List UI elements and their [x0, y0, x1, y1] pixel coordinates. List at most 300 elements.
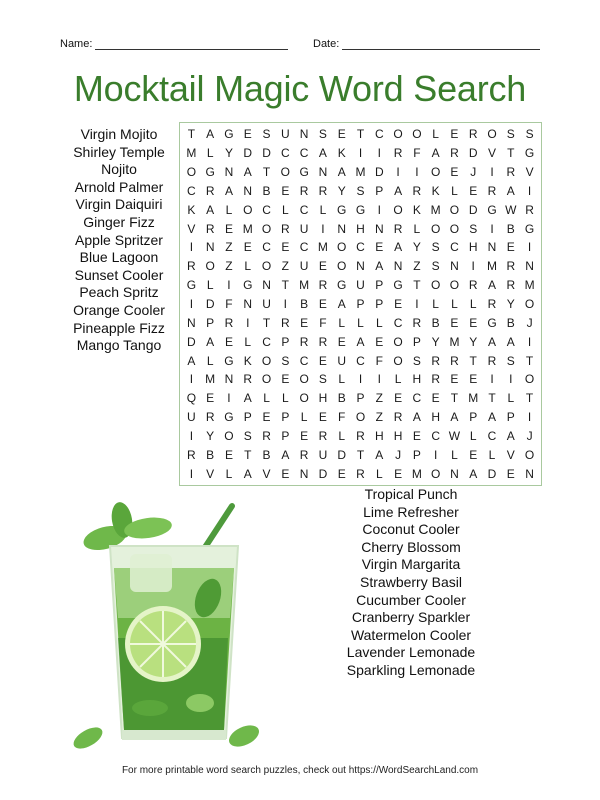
grid-cell[interactable]: B — [506, 221, 515, 236]
grid-cell[interactable]: O — [412, 127, 422, 142]
grid-cell[interactable]: R — [412, 315, 422, 330]
grid-cell[interactable]: S — [525, 127, 534, 142]
grid-cell[interactable]: M — [186, 146, 197, 161]
grid-cell[interactable]: G — [224, 127, 234, 142]
grid-cell[interactable]: R — [468, 278, 478, 293]
grid-cell[interactable]: I — [189, 240, 194, 255]
grid-cell[interactable]: T — [488, 391, 496, 406]
grid-cell[interactable]: L — [451, 296, 458, 311]
grid-cell[interactable]: R — [356, 466, 365, 481]
grid-cell[interactable]: G — [337, 202, 347, 217]
grid-cell[interactable]: M — [317, 240, 328, 255]
grid-cell[interactable]: M — [205, 372, 216, 387]
grid-cell[interactable]: L — [469, 296, 477, 311]
grid-cell[interactable]: P — [243, 410, 252, 425]
grid-cell[interactable]: A — [488, 334, 497, 349]
grid-cell[interactable]: A — [206, 334, 215, 349]
grid-cell[interactable]: B — [262, 447, 271, 462]
grid-cell[interactable]: W — [505, 202, 517, 217]
grid-cell[interactable]: I — [527, 240, 532, 255]
grid-cell[interactable]: L — [413, 221, 421, 236]
grid-cell[interactable]: N — [525, 259, 534, 274]
grid-cell[interactable]: G — [524, 146, 535, 161]
grid-cell[interactable]: P — [281, 334, 290, 349]
grid-cell[interactable]: T — [356, 447, 365, 462]
grid-cell[interactable]: T — [507, 146, 515, 161]
grid-cell[interactable]: V — [525, 165, 534, 180]
grid-cell[interactable]: M — [449, 334, 460, 349]
grid-cell[interactable]: Z — [375, 391, 383, 406]
grid-cell[interactable]: T — [262, 315, 271, 330]
grid-cell[interactable]: M — [411, 466, 422, 481]
grid-cell[interactable]: C — [356, 353, 365, 368]
grid-cell[interactable]: Y — [224, 146, 233, 161]
grid-cell[interactable]: B — [300, 296, 309, 311]
grid-cell[interactable]: R — [299, 183, 309, 198]
grid-cell[interactable]: I — [358, 372, 363, 387]
grid-cell[interactable]: G — [393, 278, 403, 293]
grid-cell[interactable]: R — [393, 146, 403, 161]
grid-cell[interactable]: R — [412, 183, 422, 198]
grid-cell[interactable]: C — [262, 202, 271, 217]
grid-cell[interactable]: L — [375, 466, 383, 481]
grid-cell[interactable]: B — [506, 315, 515, 330]
grid-cell[interactable]: G — [224, 410, 234, 425]
grid-cell[interactable]: R — [506, 278, 516, 293]
grid-cell[interactable]: P — [469, 410, 478, 425]
grid-cell[interactable]: E — [318, 410, 327, 425]
grid-cell[interactable]: N — [356, 259, 365, 274]
grid-cell[interactable]: E — [450, 165, 459, 180]
grid-cell[interactable]: O — [261, 353, 272, 368]
grid-cell[interactable]: L — [281, 391, 289, 406]
grid-cell[interactable]: U — [356, 278, 365, 293]
grid-cell[interactable]: E — [243, 240, 252, 255]
grid-cell[interactable]: H — [412, 372, 422, 387]
grid-cell[interactable]: N — [224, 372, 234, 387]
grid-cell[interactable]: S — [356, 183, 365, 198]
grid-cell[interactable]: E — [206, 391, 215, 406]
grid-cell[interactable]: E — [394, 296, 403, 311]
grid-cell[interactable]: G — [524, 221, 535, 236]
grid-cell[interactable]: R — [450, 353, 459, 368]
grid-cell[interactable]: I — [490, 372, 494, 387]
grid-cell[interactable]: I — [415, 165, 419, 180]
grid-cell[interactable]: N — [450, 259, 459, 274]
grid-cell[interactable]: O — [261, 372, 272, 387]
grid-cell[interactable]: G — [487, 202, 497, 217]
grid-cell[interactable]: E — [224, 221, 233, 236]
grid-cell[interactable]: U — [299, 221, 309, 236]
grid-cell[interactable]: M — [242, 221, 253, 236]
grid-cell[interactable]: C — [450, 240, 459, 255]
grid-cell[interactable]: N — [262, 278, 271, 293]
grid-cell[interactable]: R — [318, 428, 328, 443]
grid-cell[interactable]: R — [318, 334, 328, 349]
grid-cell[interactable]: I — [227, 278, 231, 293]
grid-cell[interactable]: L — [375, 315, 383, 330]
grid-cell[interactable]: T — [525, 391, 534, 406]
grid-cell[interactable]: R — [281, 221, 290, 236]
grid-cell[interactable]: E — [450, 372, 459, 387]
grid-cell[interactable]: T — [525, 353, 534, 368]
grid-cell[interactable]: P — [375, 183, 384, 198]
grid-cell[interactable]: S — [506, 127, 515, 142]
grid-cell[interactable]: Y — [412, 240, 421, 255]
grid-cell[interactable]: V — [206, 466, 215, 481]
grid-cell[interactable]: O — [261, 221, 272, 236]
grid-cell[interactable]: E — [450, 127, 459, 142]
grid-cell[interactable]: F — [319, 315, 327, 330]
grid-cell[interactable]: E — [318, 259, 327, 274]
grid-cell[interactable]: S — [318, 127, 327, 142]
grid-cell[interactable]: A — [450, 410, 459, 425]
grid-cell[interactable]: K — [187, 202, 196, 217]
grid-cell[interactable]: U — [281, 127, 290, 142]
grid-cell[interactable]: R — [487, 296, 497, 311]
grid-cell[interactable]: O — [449, 278, 460, 293]
grid-cell[interactable]: E — [506, 466, 515, 481]
grid-cell[interactable]: O — [299, 372, 309, 387]
grid-cell[interactable]: R — [262, 428, 271, 443]
grid-cell[interactable]: L — [206, 278, 214, 293]
grid-cell[interactable]: E — [506, 240, 515, 255]
grid-cell[interactable]: R — [525, 202, 534, 217]
grid-cell[interactable]: R — [243, 372, 253, 387]
grid-cell[interactable]: S — [262, 127, 271, 142]
grid-cell[interactable]: I — [321, 221, 325, 236]
grid-cell[interactable]: E — [431, 391, 440, 406]
grid-cell[interactable]: I — [377, 202, 381, 217]
grid-cell[interactable]: R — [506, 259, 516, 274]
grid-cell[interactable]: O — [393, 127, 403, 142]
grid-cell[interactable]: P — [375, 278, 384, 293]
grid-cell[interactable]: U — [262, 296, 271, 311]
grid-cell[interactable]: B — [337, 391, 346, 406]
grid-cell[interactable]: H — [393, 428, 403, 443]
grid-cell[interactable]: O — [430, 165, 441, 180]
grid-cell[interactable]: N — [187, 315, 196, 330]
grid-cell[interactable]: I — [283, 296, 287, 311]
grid-cell[interactable]: S — [431, 259, 440, 274]
grid-cell[interactable]: B — [206, 447, 215, 462]
grid-cell[interactable]: B — [431, 315, 440, 330]
grid-cell[interactable]: J — [526, 315, 533, 330]
grid-cell[interactable]: G — [205, 165, 215, 180]
grid-cell[interactable]: L — [338, 372, 346, 387]
grid-cell[interactable]: A — [506, 334, 515, 349]
grid-cell[interactable]: E — [281, 372, 290, 387]
grid-cell[interactable]: R — [318, 183, 328, 198]
grid-cell[interactable]: T — [262, 165, 271, 180]
grid-cell[interactable]: A — [224, 183, 233, 198]
grid-cell[interactable]: N — [243, 183, 253, 198]
grid-cell[interactable]: A — [243, 391, 252, 406]
grid-cell[interactable]: S — [469, 221, 478, 236]
grid-cell[interactable]: K — [243, 353, 252, 368]
grid-cell[interactable]: S — [506, 353, 515, 368]
grid-cell[interactable]: V — [488, 146, 497, 161]
grid-cell[interactable]: C — [299, 353, 309, 368]
grid-cell[interactable]: L — [225, 202, 233, 217]
grid-cell[interactable]: D — [187, 334, 196, 349]
grid-cell[interactable]: G — [337, 278, 347, 293]
grid-cell[interactable]: O — [243, 202, 253, 217]
grid-cell[interactable]: R — [393, 410, 403, 425]
grid-cell[interactable]: E — [281, 466, 290, 481]
grid-cell[interactable]: N — [450, 466, 459, 481]
grid-cell[interactable]: E — [224, 447, 233, 462]
grid-cell[interactable]: L — [469, 428, 477, 443]
grid-cell[interactable]: C — [374, 127, 384, 142]
grid-cell[interactable]: C — [393, 315, 403, 330]
grid-cell[interactable]: L — [357, 315, 364, 330]
grid-cell[interactable]: Z — [413, 259, 421, 274]
grid-cell[interactable]: B — [262, 183, 271, 198]
grid-cell[interactable]: I — [189, 372, 194, 387]
grid-cell[interactable]: I — [527, 410, 532, 425]
grid-cell[interactable]: G — [243, 278, 253, 293]
grid-cell[interactable]: Z — [225, 259, 233, 274]
grid-cell[interactable]: A — [469, 466, 478, 481]
grid-cell[interactable]: A — [412, 410, 421, 425]
grid-cell[interactable]: I — [358, 146, 363, 161]
grid-cell[interactable]: A — [506, 428, 515, 443]
date-line[interactable] — [342, 40, 540, 50]
grid-cell[interactable]: E — [300, 428, 309, 443]
grid-cell[interactable]: A — [431, 146, 440, 161]
grid-cell[interactable]: U — [318, 447, 328, 462]
grid-cell[interactable]: Y — [206, 428, 215, 443]
date-field[interactable] — [313, 38, 540, 50]
grid-cell[interactable]: A — [206, 127, 215, 142]
grid-cell[interactable]: L — [206, 146, 214, 161]
grid-cell[interactable]: P — [412, 447, 421, 462]
grid-cell[interactable]: C — [281, 146, 290, 161]
grid-cell[interactable]: P — [281, 410, 290, 425]
grid-cell[interactable]: D — [337, 447, 347, 462]
grid-cell[interactable]: O — [524, 296, 535, 311]
grid-cell[interactable]: A — [375, 259, 384, 274]
grid-cell[interactable]: P — [412, 334, 421, 349]
grid-cell[interactable]: A — [281, 447, 290, 462]
grid-cell[interactable]: O — [299, 391, 309, 406]
grid-cell[interactable]: C — [412, 391, 422, 406]
grid-cell[interactable]: A — [243, 466, 252, 481]
grid-cell[interactable]: E — [469, 183, 478, 198]
grid-cell[interactable]: C — [299, 146, 309, 161]
grid-cell[interactable]: O — [280, 165, 290, 180]
grid-cell[interactable]: O — [393, 202, 403, 217]
grid-cell[interactable]: R — [318, 278, 328, 293]
grid-cell[interactable]: O — [337, 240, 347, 255]
grid-cell[interactable]: N — [525, 466, 534, 481]
grid-cell[interactable]: M — [430, 202, 441, 217]
grid-cell[interactable]: S — [431, 240, 440, 255]
grid-cell[interactable]: A — [243, 165, 252, 180]
grid-cell[interactable]: R — [299, 447, 309, 462]
grid-cell[interactable]: J — [470, 165, 477, 180]
grid-cell[interactable]: E — [281, 183, 290, 198]
grid-cell[interactable]: A — [488, 278, 497, 293]
grid-cell[interactable]: E — [262, 410, 271, 425]
grid-cell[interactable]: I — [527, 183, 532, 198]
grid-cell[interactable]: L — [432, 127, 439, 142]
grid-cell[interactable]: C — [431, 428, 440, 443]
grid-cell[interactable]: L — [244, 259, 252, 274]
grid-cell[interactable]: N — [299, 466, 309, 481]
grid-cell[interactable]: E — [318, 296, 327, 311]
grid-cell[interactable]: L — [394, 372, 402, 387]
grid-cell[interactable]: S — [412, 353, 421, 368]
grid-cell[interactable]: S — [281, 353, 290, 368]
grid-cell[interactable]: L — [206, 353, 214, 368]
grid-cell[interactable]: R — [205, 221, 215, 236]
grid-cell[interactable]: L — [281, 202, 289, 217]
grid-cell[interactable]: K — [337, 146, 346, 161]
grid-cell[interactable]: O — [393, 334, 403, 349]
grid-cell[interactable]: T — [356, 127, 365, 142]
grid-cell[interactable]: I — [433, 447, 438, 462]
grid-cell[interactable]: N — [243, 296, 253, 311]
grid-cell[interactable]: L — [263, 391, 270, 406]
grid-cell[interactable]: L — [300, 410, 308, 425]
grid-cell[interactable]: R — [187, 447, 196, 462]
grid-cell[interactable]: E — [318, 353, 327, 368]
grid-cell[interactable]: T — [450, 391, 459, 406]
grid-cell[interactable]: N — [205, 240, 215, 255]
grid-cell[interactable]: I — [396, 165, 400, 180]
grid-cell[interactable]: D — [262, 146, 271, 161]
grid-cell[interactable]: E — [281, 240, 290, 255]
grid-cell[interactable]: M — [487, 259, 498, 274]
grid-cell[interactable]: F — [413, 146, 421, 161]
grid-cell[interactable]: G — [355, 202, 366, 217]
grid-cell[interactable]: E — [469, 315, 478, 330]
grid-cell[interactable]: L — [244, 334, 252, 349]
grid-cell[interactable]: P — [356, 391, 365, 406]
grid-cell[interactable]: A — [337, 165, 346, 180]
grid-cell[interactable]: I — [377, 372, 381, 387]
grid-cell[interactable]: T — [244, 447, 252, 462]
grid-cell[interactable]: C — [187, 183, 196, 198]
grid-cell[interactable]: A — [375, 447, 384, 462]
grid-cell[interactable]: D — [243, 146, 253, 161]
grid-cell[interactable]: R — [393, 221, 403, 236]
grid-cell[interactable]: O — [430, 221, 441, 236]
grid-cell[interactable]: K — [431, 183, 440, 198]
grid-cell[interactable]: O — [524, 447, 535, 462]
grid-cell[interactable]: R — [487, 353, 497, 368]
grid-cell[interactable]: R — [205, 410, 215, 425]
grid-cell[interactable]: R — [450, 146, 459, 161]
grid-cell[interactable]: Z — [281, 259, 289, 274]
grid-cell[interactable]: I — [415, 296, 419, 311]
grid-cell[interactable]: C — [299, 202, 309, 217]
grid-cell[interactable]: R — [431, 353, 440, 368]
grid-cell[interactable]: E — [375, 240, 384, 255]
grid-cell[interactable]: U — [187, 410, 196, 425]
grid-cell[interactable]: E — [337, 334, 346, 349]
grid-cell[interactable]: O — [261, 259, 272, 274]
grid-cell[interactable]: E — [243, 127, 252, 142]
grid-cell[interactable]: G — [224, 353, 234, 368]
grid-cell[interactable]: O — [186, 165, 197, 180]
grid-cell[interactable]: S — [243, 428, 252, 443]
grid-cell[interactable]: P — [206, 315, 215, 330]
grid-cell[interactable]: I — [490, 165, 494, 180]
grid-cell[interactable]: O — [449, 221, 460, 236]
grid-cell[interactable]: A — [187, 353, 196, 368]
grid-cell[interactable]: N — [224, 165, 234, 180]
grid-cell[interactable]: L — [507, 391, 515, 406]
grid-cell[interactable]: N — [318, 165, 328, 180]
name-field[interactable] — [60, 38, 288, 50]
grid-cell[interactable]: D — [468, 146, 478, 161]
grid-cell[interactable]: S — [318, 372, 327, 387]
grid-cell[interactable]: C — [262, 240, 271, 255]
grid-cell[interactable]: M — [299, 278, 310, 293]
grid-cell[interactable]: H — [374, 428, 384, 443]
grid-cell[interactable]: R — [506, 165, 516, 180]
grid-cell[interactable]: I — [471, 259, 475, 274]
grid-cell[interactable]: I — [189, 428, 194, 443]
grid-cell[interactable]: I — [189, 466, 194, 481]
grid-cell[interactable]: L — [451, 447, 458, 462]
grid-cell[interactable]: R — [487, 183, 497, 198]
grid-cell[interactable]: J — [526, 428, 533, 443]
grid-cell[interactable]: V — [506, 447, 515, 462]
grid-cell[interactable]: O — [205, 259, 215, 274]
grid-cell[interactable]: I — [527, 334, 532, 349]
grid-cell[interactable]: D — [468, 202, 478, 217]
grid-cell[interactable]: I — [189, 296, 194, 311]
grid-cell[interactable]: G — [299, 165, 309, 180]
grid-cell[interactable]: Y — [469, 334, 478, 349]
grid-cell[interactable]: C — [299, 240, 309, 255]
grid-cell[interactable]: V — [187, 221, 196, 236]
grid-cell[interactable]: P — [281, 428, 290, 443]
grid-cell[interactable]: O — [393, 353, 403, 368]
grid-cell[interactable]: M — [524, 278, 535, 293]
grid-cell[interactable]: O — [355, 410, 366, 425]
grid-cell[interactable]: C — [487, 428, 497, 443]
grid-cell[interactable]: U — [299, 259, 309, 274]
grid-cell[interactable]: E — [337, 466, 346, 481]
grid-cell[interactable]: K — [412, 202, 421, 217]
grid-cell[interactable]: R — [299, 334, 309, 349]
grid-cell[interactable]: C — [262, 334, 271, 349]
grid-cell[interactable]: U — [337, 353, 347, 368]
grid-cell[interactable]: P — [356, 296, 365, 311]
grid-cell[interactable]: N — [393, 259, 403, 274]
grid-cell[interactable]: R — [205, 183, 215, 198]
grid-cell[interactable]: A — [337, 296, 346, 311]
grid-cell[interactable]: P — [375, 296, 384, 311]
grid-cell[interactable]: M — [355, 165, 366, 180]
grid-cell[interactable]: Y — [431, 334, 440, 349]
grid-cell[interactable]: E — [300, 315, 309, 330]
grid-cell[interactable]: L — [319, 202, 327, 217]
grid-cell[interactable]: L — [338, 315, 346, 330]
grid-cell[interactable]: Q — [186, 391, 197, 406]
grid-cell[interactable]: R — [356, 428, 365, 443]
grid-cell[interactable]: E — [450, 315, 459, 330]
grid-cell[interactable]: W — [448, 428, 461, 443]
grid-cell[interactable]: I — [490, 221, 494, 236]
grid-cell[interactable]: A — [356, 334, 365, 349]
grid-cell[interactable]: G — [487, 315, 497, 330]
